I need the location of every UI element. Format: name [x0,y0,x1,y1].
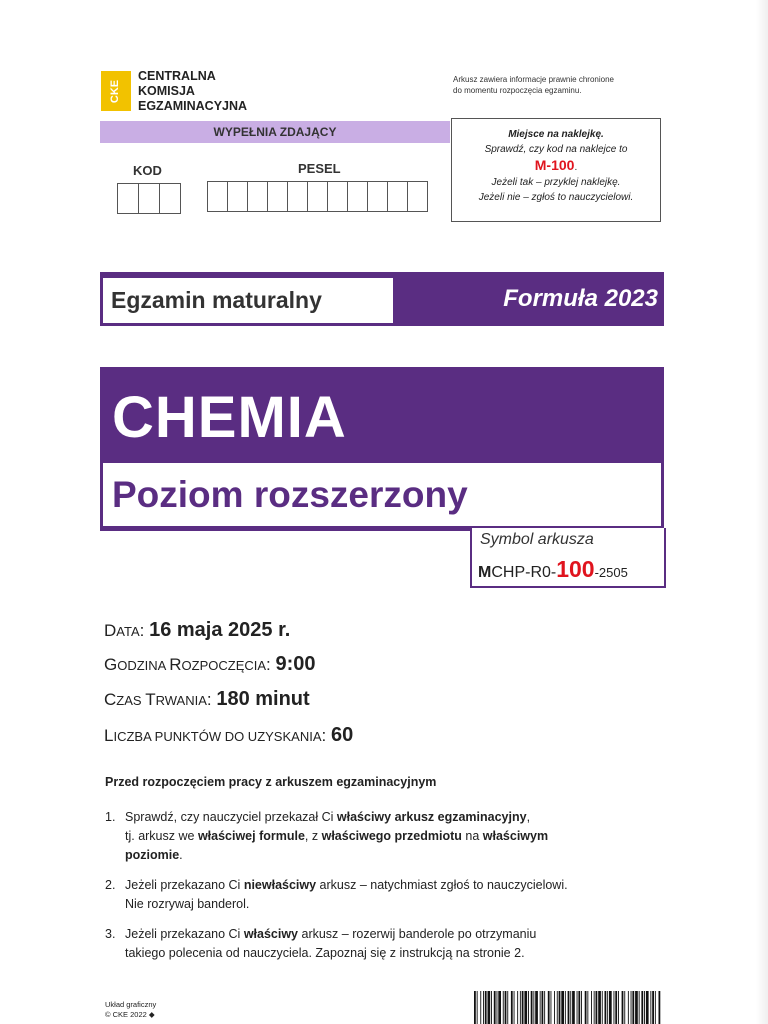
duration-label-rest2: RWANIA [155,693,207,708]
barcode-bar [641,991,643,1024]
item-number: 3. [105,927,116,941]
barcode-bar [615,991,617,1024]
pesel-box[interactable] [388,181,408,212]
item-bold: poziomie [125,848,180,862]
cke-logo-text [138,69,247,114]
kod-box[interactable] [117,183,139,214]
exam-type: Egzamin maturalny [103,278,393,323]
sticker-line-2: Jeżeli tak – przyklej naklejkę. [491,177,621,188]
barcode-bar [485,991,487,1024]
item-text: Jeżeli przekazano Ci [125,927,244,941]
item-text: arkusz – natychmiast zgłoś to nauczycielowi. [316,878,568,892]
footer-line-1: Układ graficzny [105,1000,157,1009]
kod-label: KOD [133,163,162,178]
info-date [104,619,290,642]
barcode-bar [570,991,571,1024]
item-text: , [526,810,531,824]
item-bold: właściwy arkusz egzaminacyjny [336,810,527,824]
barcode-bar [591,991,592,1024]
barcode-bar [618,991,619,1024]
pesel-box[interactable] [207,181,228,212]
barcode-bar [572,991,575,1024]
barcode-bar [507,991,508,1024]
item-text: . [179,848,183,862]
barcode-bar [483,991,484,1024]
barcode-bar [646,991,649,1024]
barcode-bar [598,991,601,1024]
instruction-item-1 [105,808,675,865]
barcode-bar [497,991,498,1024]
barcode-bar [587,991,588,1024]
barcode-bar [557,991,558,1024]
item-text: Nie rozrywaj banderol. [125,897,250,911]
item-number: 1. [105,810,116,824]
sticker-line-3: Jeżeli nie – zgłoś to nauczycielowi. [478,192,634,203]
barcode-bar [474,991,476,1024]
duration-value: 180 minut [216,688,310,710]
footer-credit [105,1000,156,1020]
pesel-box[interactable] [308,181,328,212]
barcode-bar [594,991,595,1024]
points-sep: : [321,726,331,745]
duration-label-rest1: ZAS [116,693,146,708]
item-number: 2. [105,878,116,892]
barcode-bar [577,991,578,1024]
exam-formula: Formuła 2023 [503,285,658,312]
info-points [104,724,353,747]
sticker-area [451,118,661,222]
item-bold: właściwym [482,829,549,843]
info-start-time [104,653,316,676]
barcode-bar [544,991,545,1024]
symbol-tail: -2505 [594,565,628,580]
barcode-bar [581,991,582,1024]
barcode-bar [488,991,491,1024]
barcode-bar [585,991,587,1024]
instruction-item-2 [105,876,675,914]
barcode-bar [609,991,612,1024]
start-value: 9:00 [275,653,316,675]
barcode-bar [602,991,603,1024]
pesel-label: PESEL [298,161,341,176]
pesel-box[interactable] [368,181,388,212]
barcode-bar [511,991,513,1024]
barcode-bar [535,991,538,1024]
item-bold: właściwy [243,927,299,941]
sticker-title: Miejsce na naklejkę. [508,129,604,140]
barcode-bar [514,991,515,1024]
barcode-bar [631,991,632,1024]
instructions-list [105,808,675,974]
footer-line-2 [105,1010,156,1020]
pesel-box[interactable] [408,181,428,212]
item-text: Jeżeli przekazano Ci [125,878,244,892]
barcode-bar [639,991,640,1024]
pesel-box[interactable] [328,181,348,212]
barcode-bar [494,991,496,1024]
symbol-number: 100 [556,556,595,582]
barcode-bar [561,991,564,1024]
pesel-box[interactable] [348,181,368,212]
barcode-bar [548,991,550,1024]
cke-mini-icon: ◆ [148,1010,155,1019]
barcode-bar [540,991,541,1024]
barcode-bar [477,991,478,1024]
cke-logo-mark [101,71,131,111]
barcode-bar [644,991,645,1024]
barcode-bar [517,991,518,1024]
barcode-bar [624,991,625,1024]
date-sep: : [139,621,150,640]
barcode-bar [542,991,544,1024]
duration-sep: : [206,690,217,709]
item-bold: właściwego przedmiotu [321,829,462,843]
barcode-bar [528,991,529,1024]
symbol-label: Symbol arkusza [480,531,594,548]
start-label-cap2: R [169,655,182,674]
date-value: 16 maja 2025 r. [149,619,291,641]
barcode-bar [622,991,624,1024]
item-text: , z [304,829,322,843]
logo-line-2: KOMISJA [138,84,195,98]
barcode-bar [614,991,615,1024]
barcode-bar [520,991,521,1024]
date-label-cap: D [104,621,117,640]
sticker-code-suffix: . [574,162,578,173]
barcode-bar [505,991,507,1024]
pesel-box[interactable] [288,181,308,212]
item-text: na [461,829,483,843]
barcode-bar [551,991,552,1024]
barcode-bar [480,991,481,1024]
barcode-bar [596,991,598,1024]
barcode-bar [554,991,555,1024]
duration-label-cap1: C [104,690,117,709]
barcode-bar [533,991,534,1024]
subject-level: Poziom rozszerzony [112,474,468,515]
start-label-rest2: OZPOCZĘCIA [181,658,267,673]
barcode-bar [659,991,661,1024]
kod-box[interactable] [139,183,160,214]
logo-mark-text: CKE [109,79,122,103]
date-label-rest: ATA [116,624,140,639]
barcode-bar [607,991,608,1024]
barcode [474,991,662,1024]
barcode-bar [522,991,524,1024]
footer-copyright: © CKE 2022 [105,1010,147,1019]
symbol-m: M [478,564,492,581]
symbol-code [478,556,628,583]
points-label-cap: L [104,726,114,745]
subject-title: CHEMIA [112,385,347,450]
barcode-bar [491,991,492,1024]
logo-line-3: EGZAMINACYJNA [138,99,248,113]
barcode-bar [565,991,566,1024]
kod-box[interactable] [160,183,181,214]
pesel-box[interactable] [248,181,268,212]
barcode-bar [652,991,654,1024]
pesel-box[interactable] [228,181,248,212]
page-edge-shadow [756,0,768,1024]
notice-line-1: Arkusz zawiera informacje prawnie chronione [453,75,614,84]
item-text: tj. arkusz we [125,829,198,843]
pesel-box[interactable] [268,181,288,212]
barcode-bar [632,991,634,1024]
notice-line-2: do momentu rozpoczęcia egzaminu. [453,86,582,95]
info-duration [104,688,310,711]
duration-label-cap2: T [145,690,156,709]
item-text: arkusz – rozerwij banderole po otrzymaniu [298,927,537,941]
logo-line-1: CENTRALNA [138,69,216,83]
instructions-heading: Przed rozpoczęciem pracy z arkuszem egzaminacyjnym [105,775,437,789]
wypelnia-zdajacy-band: WYPEŁNIA ZDAJĄCY [100,121,450,143]
barcode-bar [635,991,638,1024]
sticker-line-1: Sprawdź, czy kod na naklejce to [484,144,628,155]
barcode-bar [568,991,570,1024]
barcode-bar [628,991,629,1024]
instruction-item-3 [105,925,675,963]
start-label-cap1: G [104,655,118,674]
barcode-bar [524,991,527,1024]
pesel-input-boxes[interactable] [207,181,428,212]
barcode-bar [578,991,580,1024]
points-value: 60 [330,724,354,746]
barcode-bar [531,991,533,1024]
barcode-bar [498,991,501,1024]
protection-notice [453,74,673,96]
sticker-code: M-100 [534,157,575,173]
barcode-bar [503,991,504,1024]
item-text: Sprawdź, czy nauczyciel przekazał Ci [125,810,337,824]
start-sep: : [266,655,276,674]
item-bold: niewłaściwy [243,878,317,892]
barcode-bar [605,991,607,1024]
barcode-bar [650,991,651,1024]
item-text: takiego polecenia od nauczyciela. Zapoznaj się z instrukcją na stronie 2. [125,946,525,960]
points-label-rest: ICZBA PUNKTÓW DO UZYSKANIA [113,729,322,744]
kod-input-boxes[interactable] [117,183,181,214]
start-label-rest1: ODZINA [117,658,170,673]
symbol-part: CHP-R0- [491,564,557,581]
barcode-bar [559,991,561,1024]
item-bold: właściwej formule [197,829,305,843]
barcode-bar [655,991,656,1024]
